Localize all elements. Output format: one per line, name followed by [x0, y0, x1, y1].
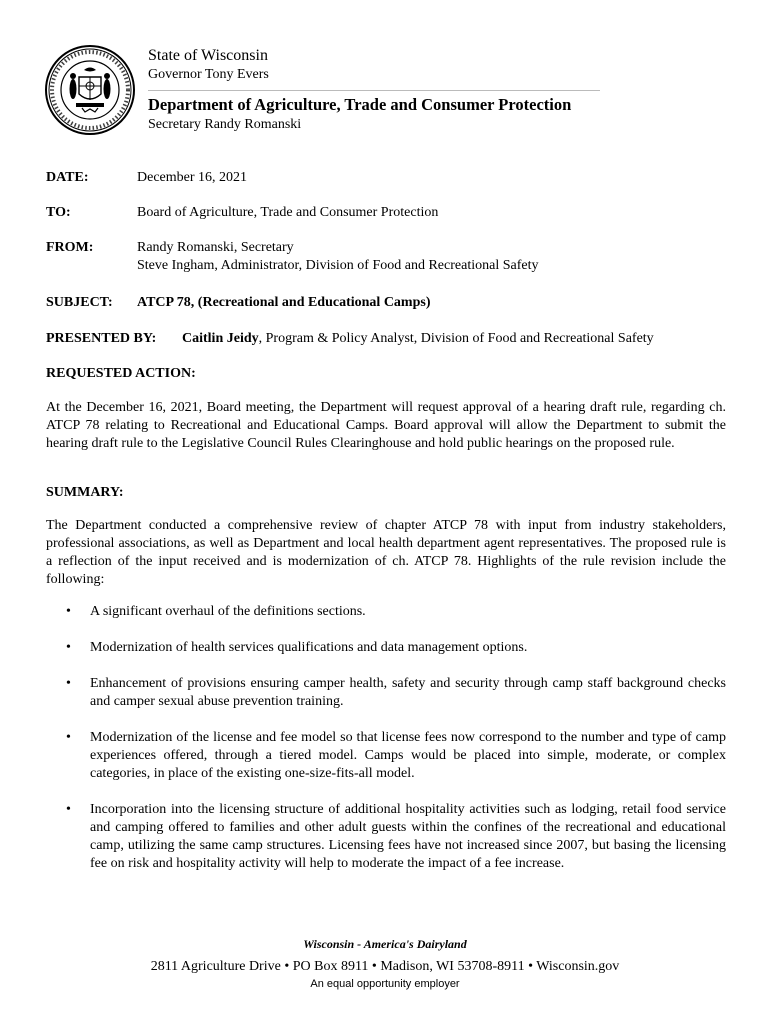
- presented-by-value: [182, 330, 654, 348]
- subject-label: SUBJECT:: [46, 295, 113, 310]
- wisconsin-datcp-seal-icon: [44, 44, 136, 136]
- to-value: Board of Agriculture, Trade and Consumer Protection: [137, 205, 439, 220]
- from-line-1: Randy Romanski, Secretary: [137, 240, 294, 255]
- list-item: [46, 603, 726, 621]
- footer-motto: Wisconsin - America's Dairyland: [303, 937, 467, 951]
- list-item-text: Modernization of the license and fee model so that license fees now correspond to the number and type of camp experiences offered, through a tiered model. Camps would be placed into simple, moderate, or complex categories, in place of the existing one-size-fits-all model.: [90, 730, 726, 781]
- from-line-2: Steve Ingham, Administrator, Division of Food and Recreational Safety: [137, 258, 539, 273]
- summary-heading: SUMMARY:: [46, 485, 124, 500]
- list-item: [46, 639, 726, 657]
- list-item: [46, 675, 726, 711]
- bullet-icon: •: [66, 802, 71, 817]
- presented-by-label: PRESENTED BY:: [46, 331, 157, 346]
- date-value: December 16, 2021: [137, 170, 248, 185]
- list-item-text: A significant overhaul of the definitions sections.: [90, 604, 366, 619]
- requested-action-text: At the December 16, 2021, Board meeting, the Department will request approval of a hearing draft rule, regarding ch. ATCP 78 relating to Recreational and Educational Camps. Board approval will allow the Department to submit the hearing draft rule to the Legislative Council Rules Clearinghouse and hold public hearings on the proposed rule.: [46, 400, 726, 451]
- list-item: [46, 801, 726, 873]
- letterhead-divider: [148, 90, 600, 91]
- footer-equal-opportunity: An equal opportunity employer: [310, 978, 460, 990]
- bullet-icon: •: [66, 604, 71, 619]
- bullet-icon: •: [66, 730, 71, 745]
- presenter-title: , Program & Policy Analyst, Division of Food and Recreational Safety: [258, 331, 654, 346]
- requested-action-heading: REQUESTED ACTION:: [46, 366, 196, 381]
- secretary-name: Secretary Randy Romanski: [148, 117, 302, 132]
- bullet-icon: •: [66, 640, 71, 655]
- list-item: [46, 729, 726, 783]
- department-name: Department of Agriculture, Trade and Consumer Protection: [148, 95, 572, 114]
- bullet-icon: •: [66, 676, 71, 691]
- highlights-list: [46, 603, 726, 873]
- to-label: TO:: [46, 205, 71, 220]
- subject-value: ATCP 78, (Recreational and Educational Camps): [137, 295, 431, 310]
- list-item-text: Incorporation into the licensing structure of additional hospitality activities such as lodging, retail food service and camping offered to families and other adult guests within the confines of the recreational and educational camp, utilizing the same camp structures. Licensing fees have not increased since 2007, but basing the licensing fee on risk and hospitality activity will help to moderate the impact of a fee increase.: [90, 802, 726, 871]
- list-item-text: Enhancement of provisions ensuring camper health, safety and security through camp staff background checks and camper sexual abuse prevention training.: [90, 676, 726, 709]
- from-label: FROM:: [46, 240, 94, 255]
- presenter-name: Caitlin Jeidy: [182, 331, 259, 346]
- governor-name: Governor Tony Evers: [148, 67, 269, 82]
- list-item-text: Modernization of health services qualifications and data management options.: [90, 640, 528, 655]
- footer-address: 2811 Agriculture Drive • PO Box 8911 • Madison, WI 53708-8911 • Wisconsin.gov: [150, 959, 620, 974]
- state-name: State of Wisconsin: [148, 47, 268, 64]
- date-label: DATE:: [46, 170, 89, 185]
- summary-text: The Department conducted a comprehensive review of chapter ATCP 78 with input from industry stakeholders, professional associations, as well as Department and local health department agent representatives. The proposed rule is a reflection of the input received and is modernization of ch. ATCP 78. Highlights of the rule revision include the following:: [46, 518, 726, 587]
